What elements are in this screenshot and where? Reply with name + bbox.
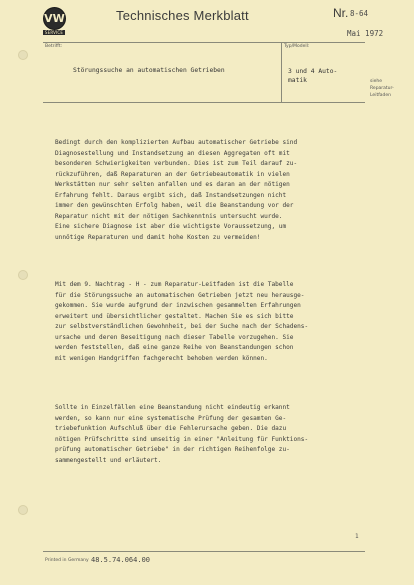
text-line: werden, so kann nur eine systematische Prüfung der gesamten Ge- — [55, 414, 287, 422]
text-line: prüfung automatischer Getriebe" in der richtigen Reihenfolge zu- — [55, 446, 290, 453]
typ-line: 3 und 4 Auto- — [288, 68, 338, 75]
document-title: Technisches Merkblatt — [116, 8, 249, 23]
punch-hole — [18, 270, 28, 280]
text-line: gekommen. Sie wurde aufgrund der inzwischen gesammelten Erfahrungen — [55, 302, 301, 309]
page-number: 1 — [355, 533, 359, 540]
punch-hole — [18, 505, 28, 515]
body-paragraph-1 — [55, 138, 375, 243]
side-note-line: siehe — [370, 79, 382, 84]
table-bottom-rule — [43, 102, 365, 103]
text-line: immer den gewünschten Erfolg haben, weil die Beanstandung vor der — [55, 202, 294, 209]
body-paragraph-3 — [55, 403, 375, 466]
text-line: Eine sichere Diagnose ist aber die wichtigste Voraussetzung, um — [55, 223, 287, 230]
text-line: sammengestellt und erläutert. — [55, 456, 162, 464]
side-note-line: Reparatur- — [370, 86, 394, 91]
text-line: Mit dem 9. Nachtrag - H - zum Reparatur-Leitfaden ist die Tabelle — [55, 281, 294, 288]
print-code: 48.5.74.064.00 — [91, 556, 151, 564]
text-line: Diagnosestellung und Instandsetzung an diesen Aggregaten oft mit — [55, 149, 290, 157]
logo-caption: SERVICE — [44, 30, 64, 35]
text-line: nötigen Prüfschritte sind umseitig in einer "Anleitung für Funktions- — [55, 435, 309, 443]
typ-line: matik — [288, 77, 307, 84]
betrifft-label: Betrifft: — [45, 44, 63, 49]
text-line: Bedingt durch den komplizierten Aufbau automatischer Getriebe sind — [55, 139, 298, 146]
table-top-rule — [43, 42, 365, 43]
typ-value — [288, 67, 363, 85]
text-line: Sollte in Einzelfällen eine Beanstandung nicht eindeutig erkannt — [55, 404, 290, 411]
text-line: Reparatur nicht mit der nötigen Sachkenntnis untersucht wurde. — [55, 212, 283, 220]
footer-rule — [43, 551, 365, 552]
text-line: unnötige Reparaturen und damit hohe Kosten zu vermeiden! — [55, 233, 261, 241]
text-line: besonderen Schwierigkeiten verbunden. Dies ist zum Teil darauf zu- — [55, 160, 298, 167]
side-note-line: Leitfaden — [370, 93, 392, 98]
text-line: für die Störungssuche an automatischen Getrieben jetzt neu herausge- — [55, 291, 305, 299]
text-line: Werkstätten nur sehr selten anfallen und es daran an der nötigen — [55, 181, 290, 188]
body-paragraph-2 — [55, 280, 375, 364]
number-value: 8-64 — [350, 9, 369, 18]
text-line: triebefunktion Aufschluß über die Fehlerursache geben. Die dazu — [55, 425, 287, 432]
punch-hole — [18, 50, 28, 60]
number-label: Nr. — [333, 6, 349, 20]
text-line: ursache und deren Beseitigung nach dieser Tabelle vorzugehen. Sie — [55, 333, 294, 341]
vw-logo-icon: VW — [43, 7, 66, 30]
text-line: erweitert und übersichtlicher gestaltet. Machen Sie es sich bitte — [55, 312, 294, 320]
document-date: Mai 1972 — [347, 29, 384, 38]
subject-text: Störungssuche an automatischen Getrieben — [73, 67, 225, 74]
side-note — [370, 78, 410, 99]
typ-label: Typ/Modell: — [284, 44, 310, 49]
table-divider — [281, 42, 282, 102]
text-line: zur selbstverständlichen Gewohnheit, bei der Suche nach der Schadens- — [55, 323, 309, 330]
printed-in-germany: Printed in Germany — [45, 558, 89, 563]
text-line: mit wenigen Handgriffen fachgerecht behoben werden können. — [55, 354, 268, 362]
text-line: rückzuführen, daß Reparaturen an der Getriebeautomatik in vielen — [55, 170, 290, 178]
text-line: Erfahrung fehlt. Daraus ergibt sich, daß Instandsetzungen nicht — [55, 191, 287, 199]
text-line: werden feststellen, daß eine ganze Reihe von Beanstandungen schon — [55, 344, 294, 351]
